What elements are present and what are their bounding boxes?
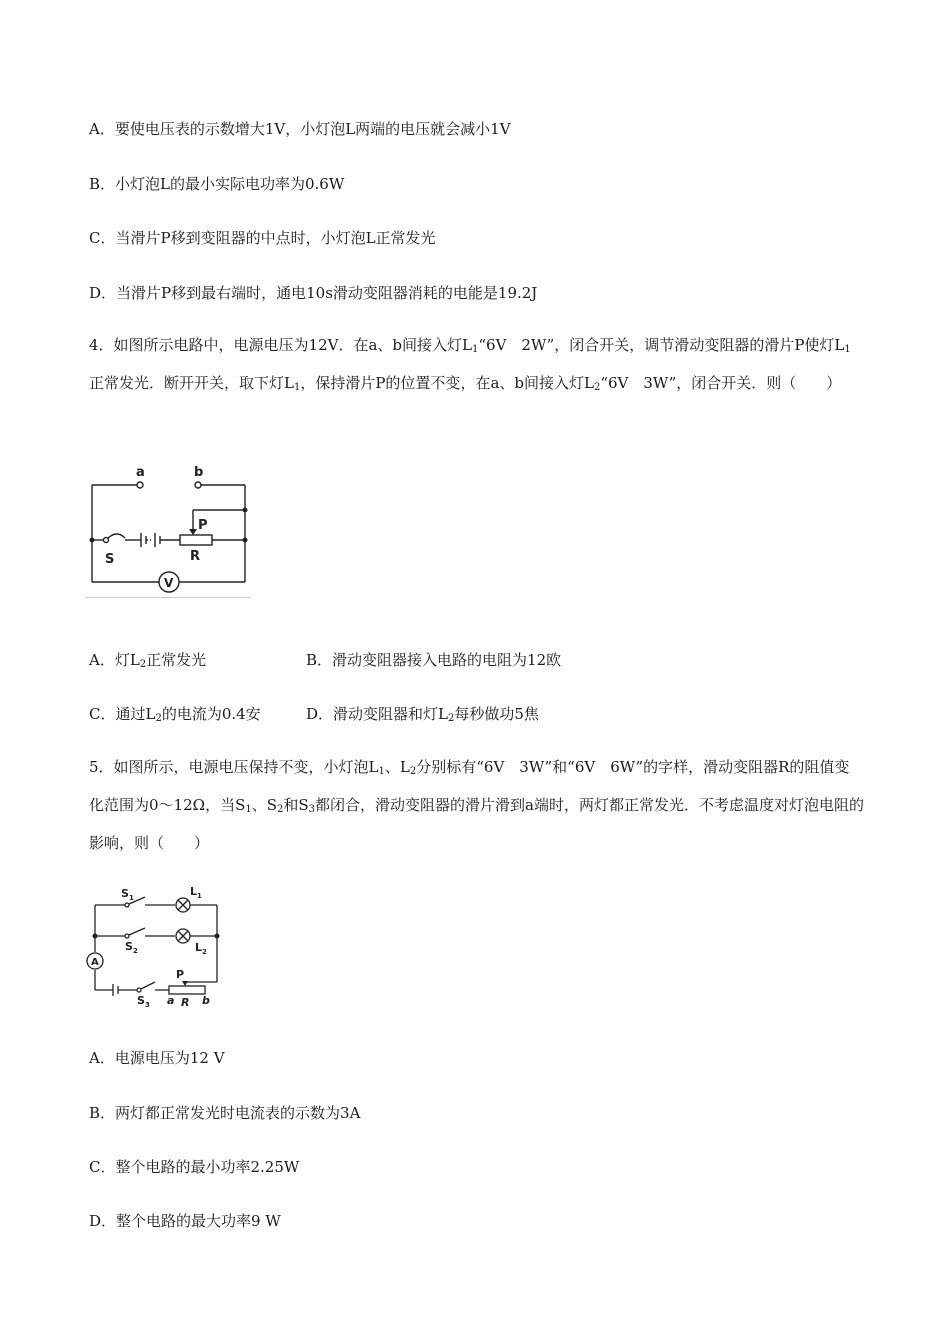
q4-label-b: b <box>194 465 204 480</box>
q4-label-v: V <box>164 576 174 590</box>
q4-label-r: R <box>190 549 201 564</box>
q3-option-b: B．小灯泡L的最小实际电功率为0.6W <box>89 175 345 193</box>
q4-label-a: a <box>136 465 145 480</box>
q5-stem: 5．如图所示，电源电压保持不变，小灯泡$L_1$、$L_2$分别标有“6V 3W”和“6V 6W”的字样，滑动变阻器R的阻值变化范围为0～12Ω，当$S_1$、$S_2$和$S_3$都闭合，滑动变阻器的滑片滑到a端时，两灯都正常发光．不考虑温度对灯泡电阻的影响，则（ ） <box>89 758 864 852</box>
q3-option-d: D．当滑片P移到最右端时，通电10s滑动变阻器消耗的电能是19.2J <box>89 284 538 302</box>
q4-label-p: P <box>198 518 208 533</box>
q5-label-l1: $L_1$ <box>190 885 202 900</box>
q4-option-c: C．通过$L_2$的电流为0.4安 <box>89 705 261 724</box>
q5-circuit-figure <box>85 880 235 1010</box>
q5-label-b: b <box>202 994 210 1007</box>
q5-label-s1: $S_1$ <box>121 887 134 902</box>
q5-label-r: R <box>181 996 190 1009</box>
q3-option-a: A．要使电压表的示数增大1V，小灯泡L两端的电压就会减小1V <box>89 120 511 138</box>
q4-option-d: D．滑动变阻器和灯$L_2$每秒做功5焦 <box>306 705 539 724</box>
q5-option-c: C．整个电路的最小功率2.25W <box>89 1158 300 1176</box>
q5-option-b: B．两灯都正常发光时电流表的示数为3A <box>89 1104 361 1122</box>
q3-option-c: C．当滑片P移到变阻器的中点时，小灯泡L正常发光 <box>89 229 436 247</box>
q5-option-d: D．整个电路的最大功率9 W <box>89 1212 281 1230</box>
q4-option-b: B．滑动变阻器接入电路的电阻为12欧 <box>306 651 562 669</box>
q4-label-s: S <box>105 552 115 567</box>
q5-label-a: a <box>167 994 175 1007</box>
q5-label-l2: $L_2$ <box>195 941 207 956</box>
q5-label-s2: $S_2$ <box>125 940 138 955</box>
q4-stem: 4．如图所示电路中，电源电压为12V．在a、b间接入灯$L_1“6V$ 2W”，闭合开关，调节滑动变阻器的滑片P使灯$L_1$正常发光．断开开关，取下灯$L_1$，保持滑片P的位置不变，在a、b间接入灯$L_2“6V$ 3W”，闭合开关．则（ ） <box>89 336 851 393</box>
q4-option-a: A．灯$L_2$正常发光 <box>89 651 207 670</box>
q4-figure-underline <box>85 597 251 598</box>
q5-label-p: P <box>176 968 185 981</box>
q5-option-a: A．电源电压为12 V <box>89 1049 225 1067</box>
q5-label-ammeter: A <box>91 957 99 968</box>
q5-label-s3: $S_3$ <box>137 994 150 1009</box>
q4-circuit-figure <box>85 460 255 598</box>
